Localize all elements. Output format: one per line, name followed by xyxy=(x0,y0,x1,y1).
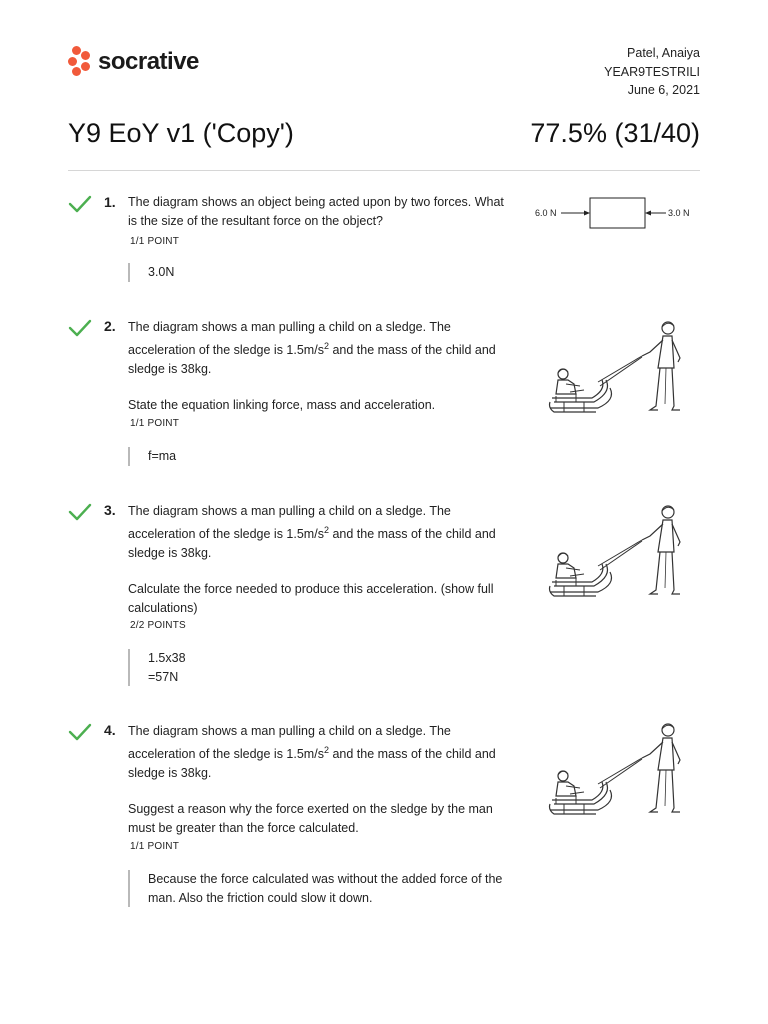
question-text xyxy=(128,318,508,415)
header-divider xyxy=(68,170,700,171)
question-prompt: State the equation linking force, mass and acceleration. xyxy=(128,398,436,413)
student-answer xyxy=(128,447,518,466)
answer-line: =57N xyxy=(148,669,179,684)
question-number: 1. xyxy=(104,194,116,210)
answer-line: f=ma xyxy=(148,449,177,463)
socrative-logo xyxy=(68,46,199,78)
question-points: 1/1 POINT xyxy=(130,841,180,852)
question-points: 2/2 POINTS xyxy=(130,620,186,631)
force-diagram xyxy=(530,196,700,230)
quiz-title: Y9 EoY v1 ('Copy') xyxy=(68,118,294,148)
question-number: 4. xyxy=(104,722,116,738)
question-points: 1/1 POINT xyxy=(130,418,180,429)
correct-check-icon xyxy=(68,503,92,521)
right-force-label: 3.0 N xyxy=(668,208,690,218)
correct-check-icon xyxy=(68,723,92,741)
correct-check-icon xyxy=(68,319,92,337)
sledge-illustration xyxy=(548,718,688,820)
student-answer xyxy=(128,870,518,907)
sledge-illustration xyxy=(548,316,688,418)
question-prompt: Suggest a reason why the force exerted on the sledge by the man must be greater than the force calculated. xyxy=(128,802,493,836)
quiz-score: 77.5% (31/40) xyxy=(530,118,700,148)
question-intro: The diagram shows a man pulling a child on a sledge. The acceleration of the sledge is $1.5m/s^2$ and the mass of the child and sledge is 38kg. xyxy=(128,724,496,781)
question-points: 1/1 POINT xyxy=(130,236,180,247)
student-info xyxy=(604,44,700,100)
question-line: The diagram shows an object being acted upon by two forces. What is the size of the resultant force on the object? xyxy=(128,195,504,228)
answer-line: Because the force calculated was without the added force of the man. Also the friction could slow it down. xyxy=(148,872,506,905)
report-date: June 6, 2021 xyxy=(627,83,700,97)
question-text xyxy=(128,722,508,838)
question-prompt: Calculate the force needed to produce this acceleration. (show full calculations) xyxy=(128,582,494,616)
question-number: 3. xyxy=(104,502,116,518)
answer-line: 1.5x38 xyxy=(148,651,186,665)
question-intro: The diagram shows a man pulling a child on a sledge. The acceleration of the sledge is $1.5m/s^2$ and the mass of the child and sledge is 38kg. xyxy=(128,504,496,561)
student-answer xyxy=(128,263,518,282)
sledge-illustration xyxy=(548,500,688,602)
student-name: Patel, Anaiya xyxy=(627,46,700,60)
left-force-label: 6.0 N xyxy=(535,208,557,218)
student-answer xyxy=(128,649,518,686)
question-text xyxy=(128,502,508,618)
class-name: YEAR9TESTRILI xyxy=(604,64,700,79)
answer-line: 3.0N xyxy=(148,265,175,279)
correct-check-icon xyxy=(68,195,92,213)
logo-mark-icon xyxy=(68,46,92,78)
question-intro: The diagram shows a man pulling a child on a sledge. The acceleration of the sledge is $1.5m/s^2$ and the mass of the child and sledge is 38kg. xyxy=(128,320,496,377)
question-text xyxy=(128,193,508,231)
logo-text: socrative xyxy=(98,48,199,75)
question-number: 2. xyxy=(104,318,116,334)
